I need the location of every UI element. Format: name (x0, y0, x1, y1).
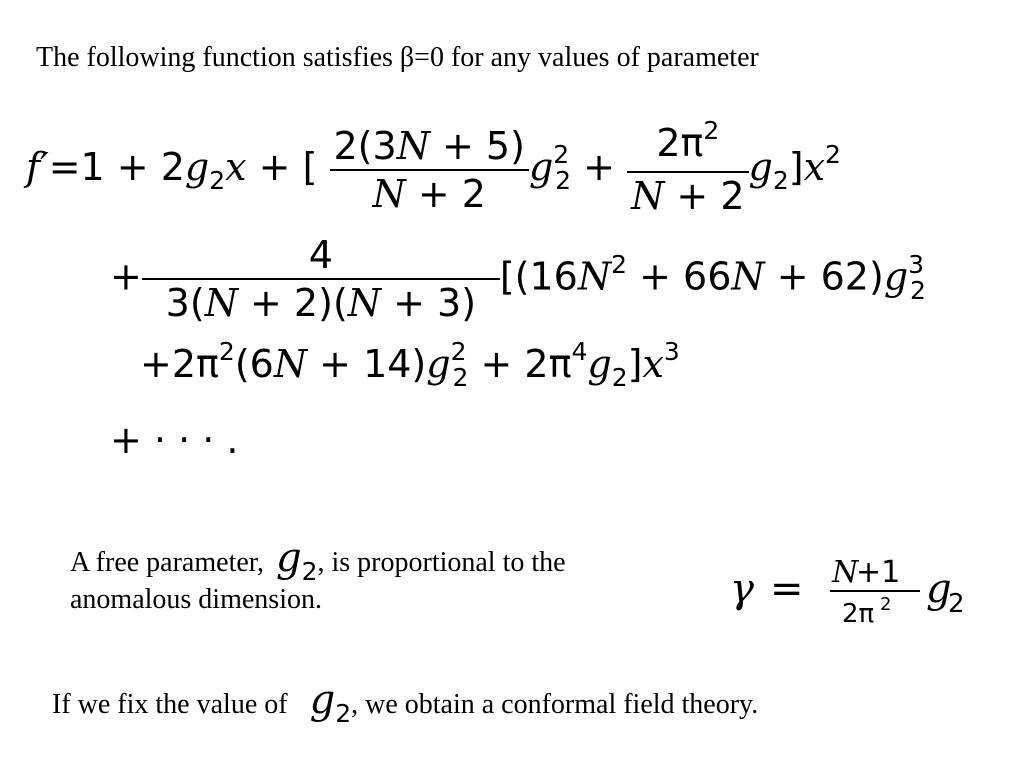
term-1-plus-2: 1 + 2 (80, 145, 185, 189)
superscript: 2 (611, 249, 628, 279)
gamma-equals: = (770, 566, 804, 612)
N-symbol: N (204, 281, 238, 325)
g-symbol: g (926, 566, 952, 612)
fraction-3-numerator: 4 (142, 232, 500, 280)
free-param-after: , is proportional to the (317, 547, 566, 578)
den-part: + 3) (381, 281, 477, 325)
conclusion-after: , we obtain a conformal field theory. (351, 689, 759, 720)
gamma-equation (730, 550, 990, 630)
plus-66: + 66 (627, 254, 732, 299)
g-symbol: g (184, 145, 210, 189)
fraction-2-denominator (627, 173, 748, 219)
plus-62: + 62) (764, 254, 884, 299)
f-prime-symbol: f′ (26, 145, 49, 189)
den-part: 3( (165, 281, 205, 325)
subscript: 2 (910, 275, 926, 305)
equation-line-1 (26, 116, 841, 219)
plus-sign: + (571, 145, 628, 189)
conclusion-before: If we fix the value of (52, 689, 288, 720)
x-symbol: x (642, 342, 664, 386)
num-part: 2(3 (333, 123, 397, 168)
free-parameter-text (70, 535, 566, 586)
subscript: 2 (948, 589, 965, 619)
paren-6: (6 (234, 342, 274, 386)
bracket-16: [(16 (499, 254, 578, 299)
superscript: 2 (450, 337, 467, 366)
g-symbol: g (748, 145, 773, 189)
superscript: 4 (571, 337, 588, 366)
g-symbol: g (426, 342, 451, 386)
fraction-3-denominator (142, 280, 500, 326)
fraction-1-numerator (330, 123, 529, 171)
plus-2pi: +2π (140, 342, 219, 386)
superscript: 3 (663, 337, 680, 366)
superscript: 2 (825, 140, 841, 169)
subscript: 2 (555, 166, 572, 195)
N-symbol: N (631, 174, 665, 218)
equals-sign: = (48, 145, 81, 189)
free-param-before: A free parameter, (70, 547, 264, 578)
superscript: 2 (218, 337, 235, 366)
superscript: 3 (908, 249, 925, 279)
subscript: 2 (209, 166, 226, 195)
plus-2pi: + 2π (468, 342, 572, 386)
g-symbol: g (883, 254, 909, 299)
N-symbol: N (577, 254, 612, 299)
fraction-1-denominator (330, 171, 529, 217)
fraction-1 (330, 123, 529, 217)
fraction-2-numerator (627, 116, 748, 173)
intro-text: The following function satisfies β=0 for any values of parameter (36, 42, 759, 73)
superscript: 2 (553, 140, 570, 169)
fraction-2 (627, 116, 748, 219)
g-symbol: g (587, 342, 612, 386)
free-parameter-text-line2: anomalous dimension. (70, 584, 322, 615)
N-symbol: N (396, 123, 430, 168)
subscript: 2 (452, 363, 469, 392)
N-symbol: N (372, 171, 406, 216)
plus-14: + 14) (307, 342, 427, 386)
equation-line-4: + · · · . (110, 418, 239, 462)
g-symbol: g (309, 677, 336, 723)
g2-inline (309, 677, 352, 728)
num-part: 2π (656, 121, 704, 165)
N-symbol: N (832, 555, 859, 590)
two-pi: 2π (842, 599, 875, 629)
subscript: 2 (611, 363, 628, 392)
subscript: 2 (335, 699, 352, 728)
close-bracket: ] (627, 342, 643, 386)
den-part: + 2)( (237, 281, 348, 325)
plus-one: +1 (856, 555, 901, 590)
x-symbol: x (803, 145, 826, 189)
subscript: 2 (301, 557, 318, 586)
fraction-3 (142, 232, 500, 326)
plus-bracket: + [ (246, 145, 318, 189)
den-part: + 2 (664, 174, 745, 218)
close-bracket: ] (788, 145, 804, 189)
equation-line-3 (140, 337, 680, 392)
g2-inline (275, 535, 318, 586)
N-symbol: N (273, 342, 308, 386)
N-symbol: N (731, 254, 765, 299)
superscript: 2 (880, 594, 892, 615)
conclusion-text (52, 677, 759, 728)
x-symbol: x (225, 145, 247, 189)
N-symbol: N (347, 281, 382, 325)
g-symbol: g (528, 145, 554, 189)
gamma-symbol: γ (730, 566, 754, 612)
num-part: + 5) (429, 123, 525, 168)
superscript: 2 (703, 116, 720, 145)
g-symbol: g (275, 535, 302, 581)
den-part: + 2 (405, 171, 486, 216)
equation-line-2 (110, 232, 926, 326)
plus-sign: + (110, 254, 142, 299)
subscript: 2 (772, 166, 789, 195)
